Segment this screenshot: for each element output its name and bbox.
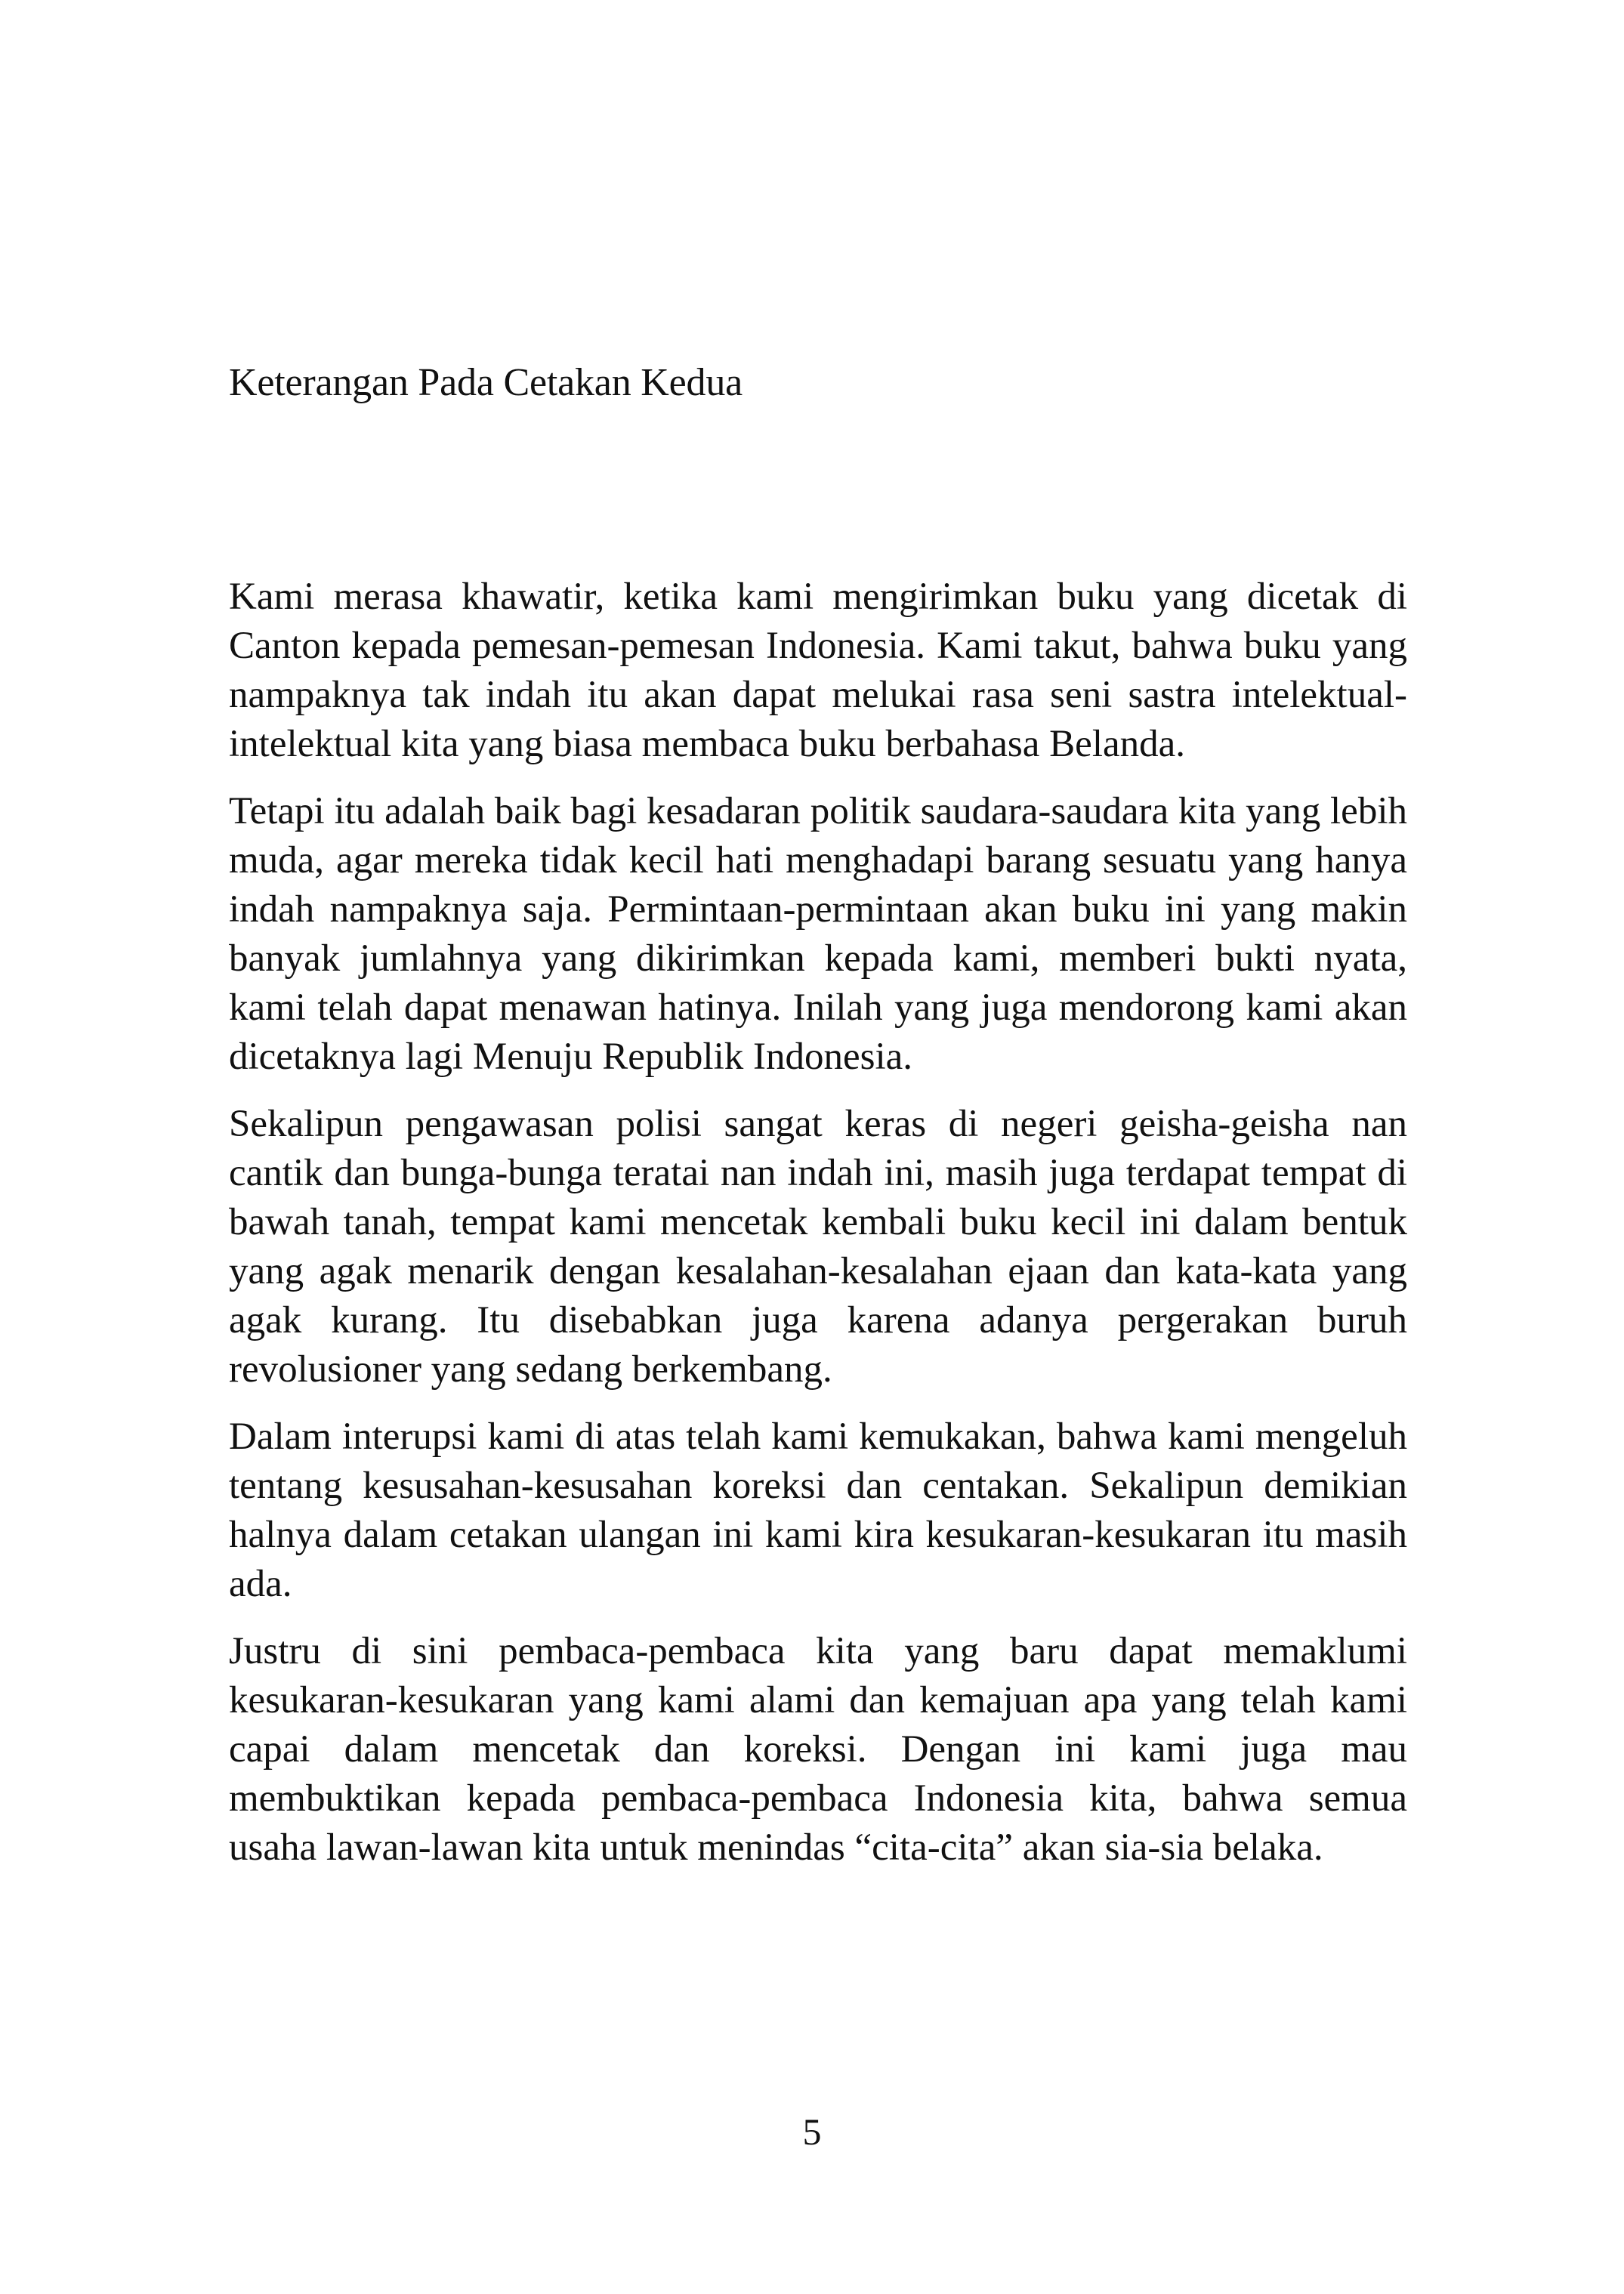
- page-number: 5: [802, 2110, 822, 2153]
- paragraph-1: Kami merasa khawatir, ketika kami mengirimkan buku yang dicetak di Canton kepada pemesan-pemesan Indonesia. Kami takut, bahwa buku yang nampaknya tak indah itu akan dapat melukai rasa seni sastra intelektual-intelektual kita yang biasa membaca buku berbahasa Belanda.: [229, 576, 1407, 765]
- paragraph-5: Justru di sini pembaca-pembaca kita yang baru dapat memaklumi kesukaran-kesukaran yang kami alami dan kemajuan apa yang telah kami capai dalam mencetak dan koreksi. Dengan ini kami juga mau membuktikan kepada pembaca-pembaca Indonesia kita, bahwa semua usaha lawan-lawan kita untuk menindas “cita-cita” akan sia-sia belaka.: [229, 1630, 1407, 1869]
- body-text: [229, 573, 1407, 1891]
- paragraph-2: Tetapi itu adalah baik bagi kesadaran politik saudara-saudara kita yang lebih muda, agar mereka tidak kecil hati menghadapi barang sesuatu yang hanya indah nampaknya saja. Permintaan-permintaan akan buku ini yang makin banyak jumlahnya yang dikirimkan kepada kami, memberi bukti nyata, kami telah dapat menawan hatinya. Inilah yang juga mendorong kami akan dicetaknya lagi Menuju Republik Indonesia.: [229, 790, 1407, 1078]
- paragraph-3: Sekalipun pengawasan polisi sangat keras di negeri geisha-geisha nan cantik dan bunga-bunga teratai nan indah ini, masih juga terdapat tempat di bawah tanah, tempat kami mencetak kembali buku kecil ini dalam bentuk yang agak menarik dengan kesalahan-kesalahan ejaan dan kata-kata yang agak kurang. Itu disebabkan juga karena adanya pergerakan buruh revolusioner yang sedang berkembang.: [229, 1103, 1407, 1391]
- paragraph-4: Dalam interupsi kami di atas telah kami kemukakan, bahwa kami mengeluh tentang kesusahan-kesusahan koreksi dan centakan. Sekalipun demikian halnya dalam cetakan ulangan ini kami kira kesukaran-kesukaran itu masih ada.: [229, 1416, 1407, 1605]
- chapter-heading: Keterangan Pada Cetakan Kedua: [229, 361, 743, 404]
